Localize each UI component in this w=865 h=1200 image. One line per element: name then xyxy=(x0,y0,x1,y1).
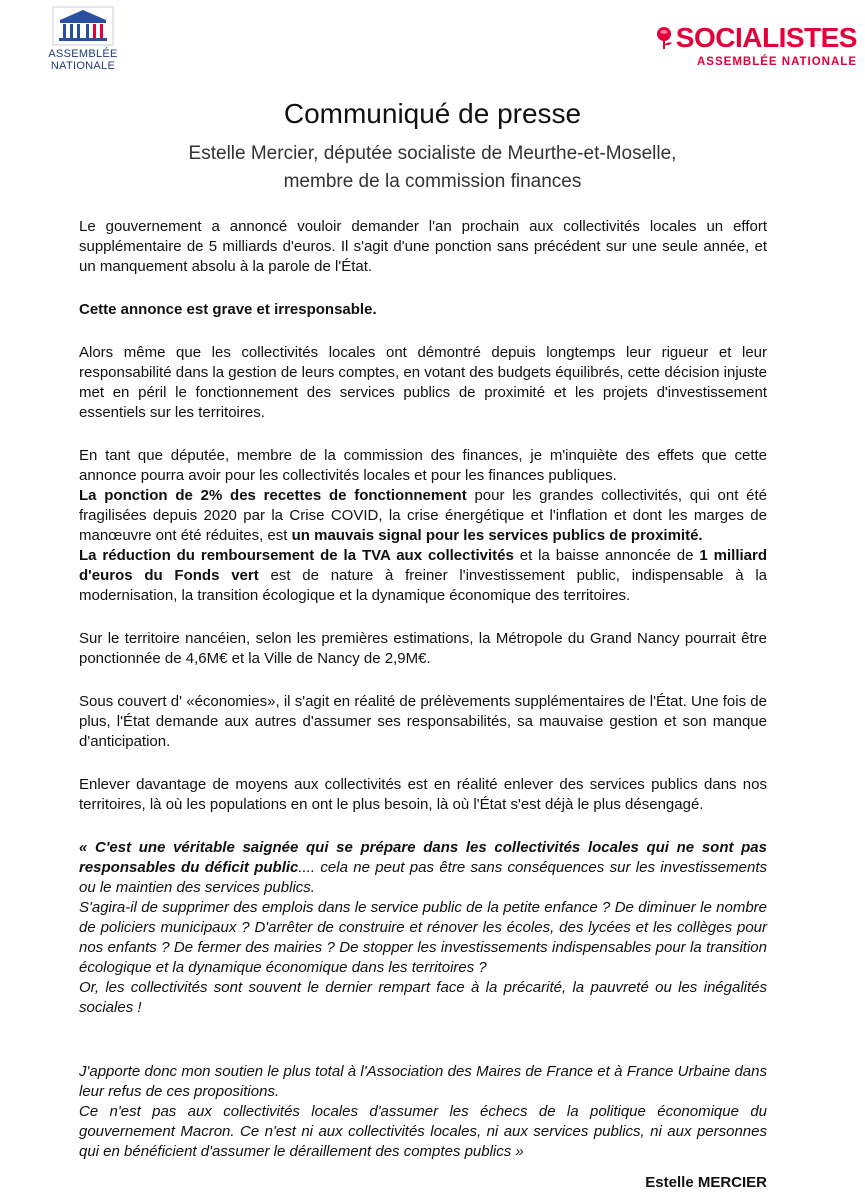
socialistes-logo xyxy=(647,24,857,68)
paragraph-1: Le gouvernement a annoncé vouloir demander l'an prochain aux collectivités locales un effort supplémentaire de 5 milliards d'euros. Il s'agit d'une ponction sans précédent sur une seule année, et un manquement absolu à la parole de l'État. xyxy=(79,218,767,275)
quote-2: S'agira-il de supprimer des emplois dans le service public de la petite enfance ? De diminuer le nombre de policiers municipaux ? D'arrêter de construire et rénover les écoles, des lycées et les collèges pour nos enfants ? De fermer des mairies ? De stopper les investissements indispensables pour la transition écologique et la dynamique économique dans les territoires ? xyxy=(79,899,767,976)
document-title: Communiqué de presse xyxy=(283,98,582,129)
assemblee-logo-text: ASSEMBLÉE NATIONALE xyxy=(48,48,118,72)
quote-5: Ce n'est pas aux collectivités locales d'assumer les échecs de la politique économique du gouvernement Macron. Ce n'est ni aux collectivités locales, ni aux services publics, ni aux personnes qui en bénéficient d'assumer le déraillement des comptes publics » xyxy=(79,1103,767,1160)
quote-3: Or, les collectivités sont souvent le dernier rempart face à la précarité, la pauvreté ou les inégalités sociales ! xyxy=(79,979,767,1016)
paragraph-5: La ponction de 2% des recettes de fonctionnement pour les grandes collectivités, qui ont été fragilisées depuis 2020 par la Crise COVID, la crise énergétique et l'inflation et dont les marges de manœuvre ont été réduites, est un mauvais signal pour les services publics de proximité. xyxy=(79,487,767,544)
paragraph-6: La réduction du remboursement de la TVA aux collectivités et la baisse annoncée de 1 milliard d'euros du Fonds vert est de nature à freiner l'investissement public, indispensable à la modernisation, la transition écologique et la dynamique économique des territoires. xyxy=(79,547,768,604)
paragraph-8: Sous couvert d' «économies», il s'agit en réalité de prélèvements supplémentaires de l'État. Une fois de plus, l'État demande aux autres d'assumer ses responsabilités, sa mauvaise gestion et son manque d'anticipation. xyxy=(79,693,767,750)
socialistes-subtitle: ASSEMBLÉE NATIONALE xyxy=(697,56,857,68)
paragraph-7: Sur le territoire nancéien, selon les premières estimations, la Métropole du Grand Nancy pourrait être ponctionnée de 4,6M€ et la Ville de Nancy de 2,9M€. xyxy=(79,630,767,667)
signature: Estelle MERCIER xyxy=(645,1174,767,1191)
quote-4: J'apporte donc mon soutien le plus total à l'Association des Maires de France et à France Urbaine dans leur refus de ces propositions. xyxy=(79,1063,767,1100)
paragraph-9: Enlever davantage de moyens aux collectivités est en réalité enlever des services publics dans nos territoires, là où les populations en ont le plus besoin, là où l'État s'est déjà le plus désengagé. xyxy=(79,776,767,813)
document-subtitle: Estelle Mercier, députée socialiste de Meurthe-et-Moselle, membre de la commission finances xyxy=(188,143,677,192)
paragraph-4: En tant que députée, membre de la commission des finances, je m'inquiète des effets que cette annonce pourra avoir pour les collectivités locales et pour les finances publiques. xyxy=(79,447,767,484)
assemblee-nationale-logo xyxy=(40,6,126,72)
hemicycle-icon xyxy=(52,6,114,46)
paragraph-2: Cette annonce est grave et irresponsable. xyxy=(79,301,377,318)
paragraph-3: Alors même que les collectivités locales ont démontré depuis longtemps leur rigueur et leur responsabilité dans la gestion de leurs comptes, en votant des budgets équilibrés, cette décision injuste met en péril le fonctionnement des services publics de proximité et les projets d'investissement essentiels sur les territoires. xyxy=(79,344,767,421)
press-release-body xyxy=(79,217,767,1162)
quote-block xyxy=(79,838,767,1162)
quote-1: « C'est une véritable saignée qui se prépare dans les collectivités locales qui ne sont pas responsables du déficit public.... cela ne peut pas être sans conséquences sur les investissements ou le maintien des services publics. xyxy=(79,839,767,896)
rose-icon xyxy=(653,26,675,50)
socialistes-wordmark: SOCIALISTES xyxy=(653,24,857,52)
